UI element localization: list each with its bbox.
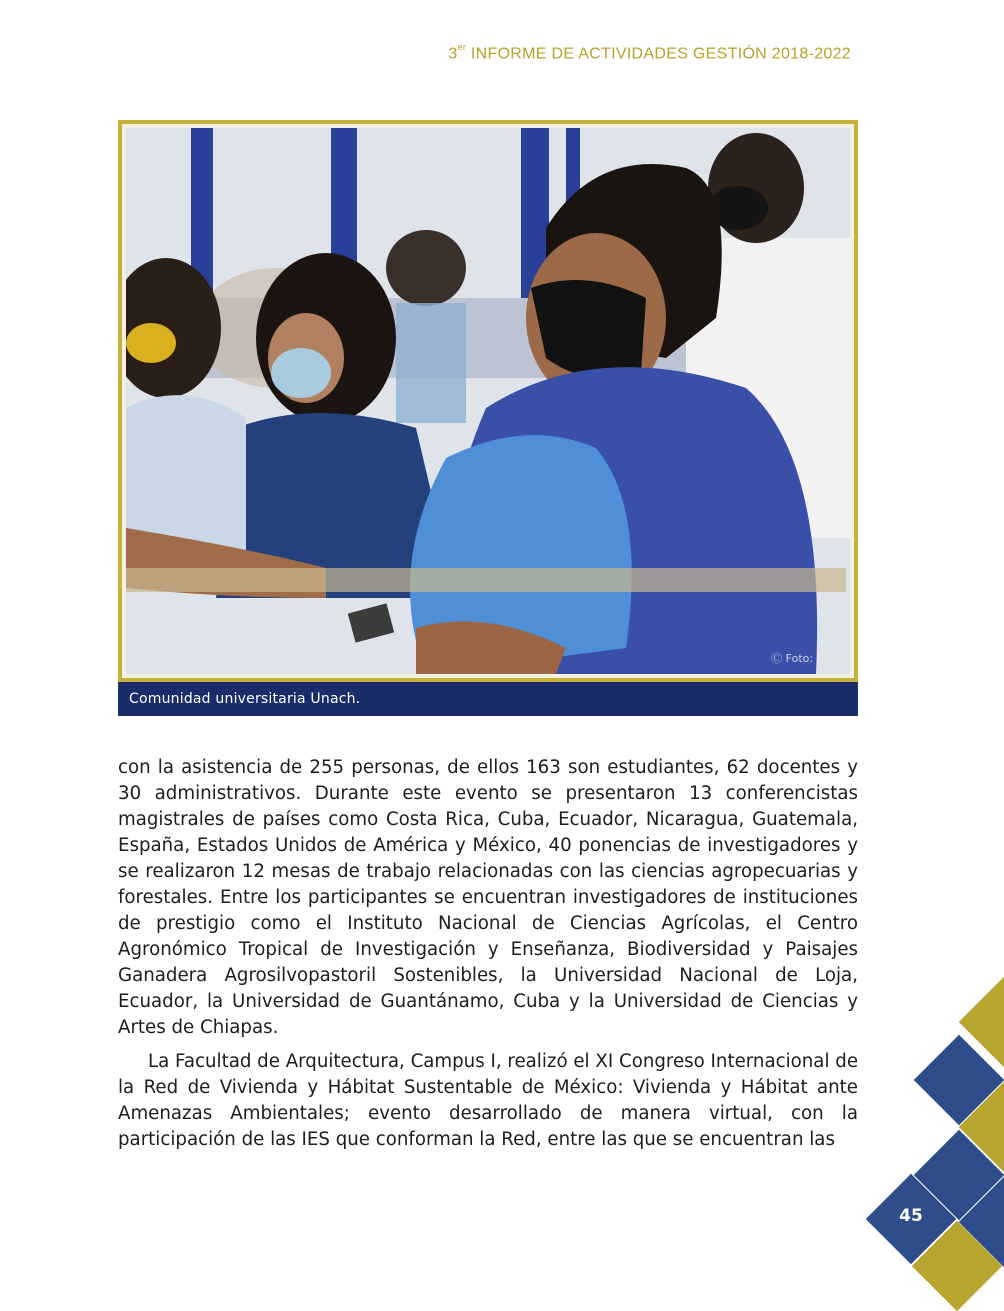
paragraph-1: con la asistencia de 255 personas, de ellos 163 son estudiantes, 62 docentes y 30 administrativos. Durante este evento se presentaron 13 conferencistas magistrales de países como Costa Rica, Cuba, Ecuador, Nicaragua, Guatemala, España, Estados Unidos de América y México, 40 ponencias de investigadores y se realizaron 12 mesas de trabajo relacionadas con las ciencias agropecuarias y forestales. Entre los participantes se encuentran investigadores de instituciones de prestigio como el Instituto Nacional de Ciencias Agrícolas, el Centro Agronómico Tropical de Investigación y Enseñanza, Biodiversidad y Paisajes Ganadera Agrosilvopastoril Sostenibles, la Universidad Nacional de Loja, Ecuador, la Universidad de Guantánamo, Cuba y la Universidad de Ciencias y Artes de Chiapas. bbox=[118, 757, 858, 1038]
header-ordinal-suffix: er bbox=[457, 42, 467, 52]
page-number: 45 bbox=[899, 1206, 923, 1226]
running-header bbox=[448, 44, 851, 63]
photo-illustration bbox=[126, 128, 850, 674]
body-text bbox=[118, 755, 858, 1161]
paragraph-2: La Facultad de Arquitectura, Campus I, realizó el XI Congreso Internacional de la Red de Vivienda y Hábitat Sustentable de México: Vivienda y Hábitat ante Amenazas Ambientales; evento desarrollado de manera virtual, con la participación de las IES que conforman la Red, entre las que se encuentran las bbox=[118, 1051, 859, 1150]
event-photo bbox=[126, 128, 850, 674]
photo-frame bbox=[118, 120, 858, 682]
photo-credit: Ⓒ Foto: CCU bbox=[771, 652, 840, 665]
header-title: INFORME DE ACTIVIDADES GESTIÓN 2018-2022 bbox=[470, 45, 851, 63]
figure-caption: Comunidad universitaria Unach. bbox=[118, 682, 858, 716]
header-ordinal: 3 bbox=[448, 45, 458, 63]
